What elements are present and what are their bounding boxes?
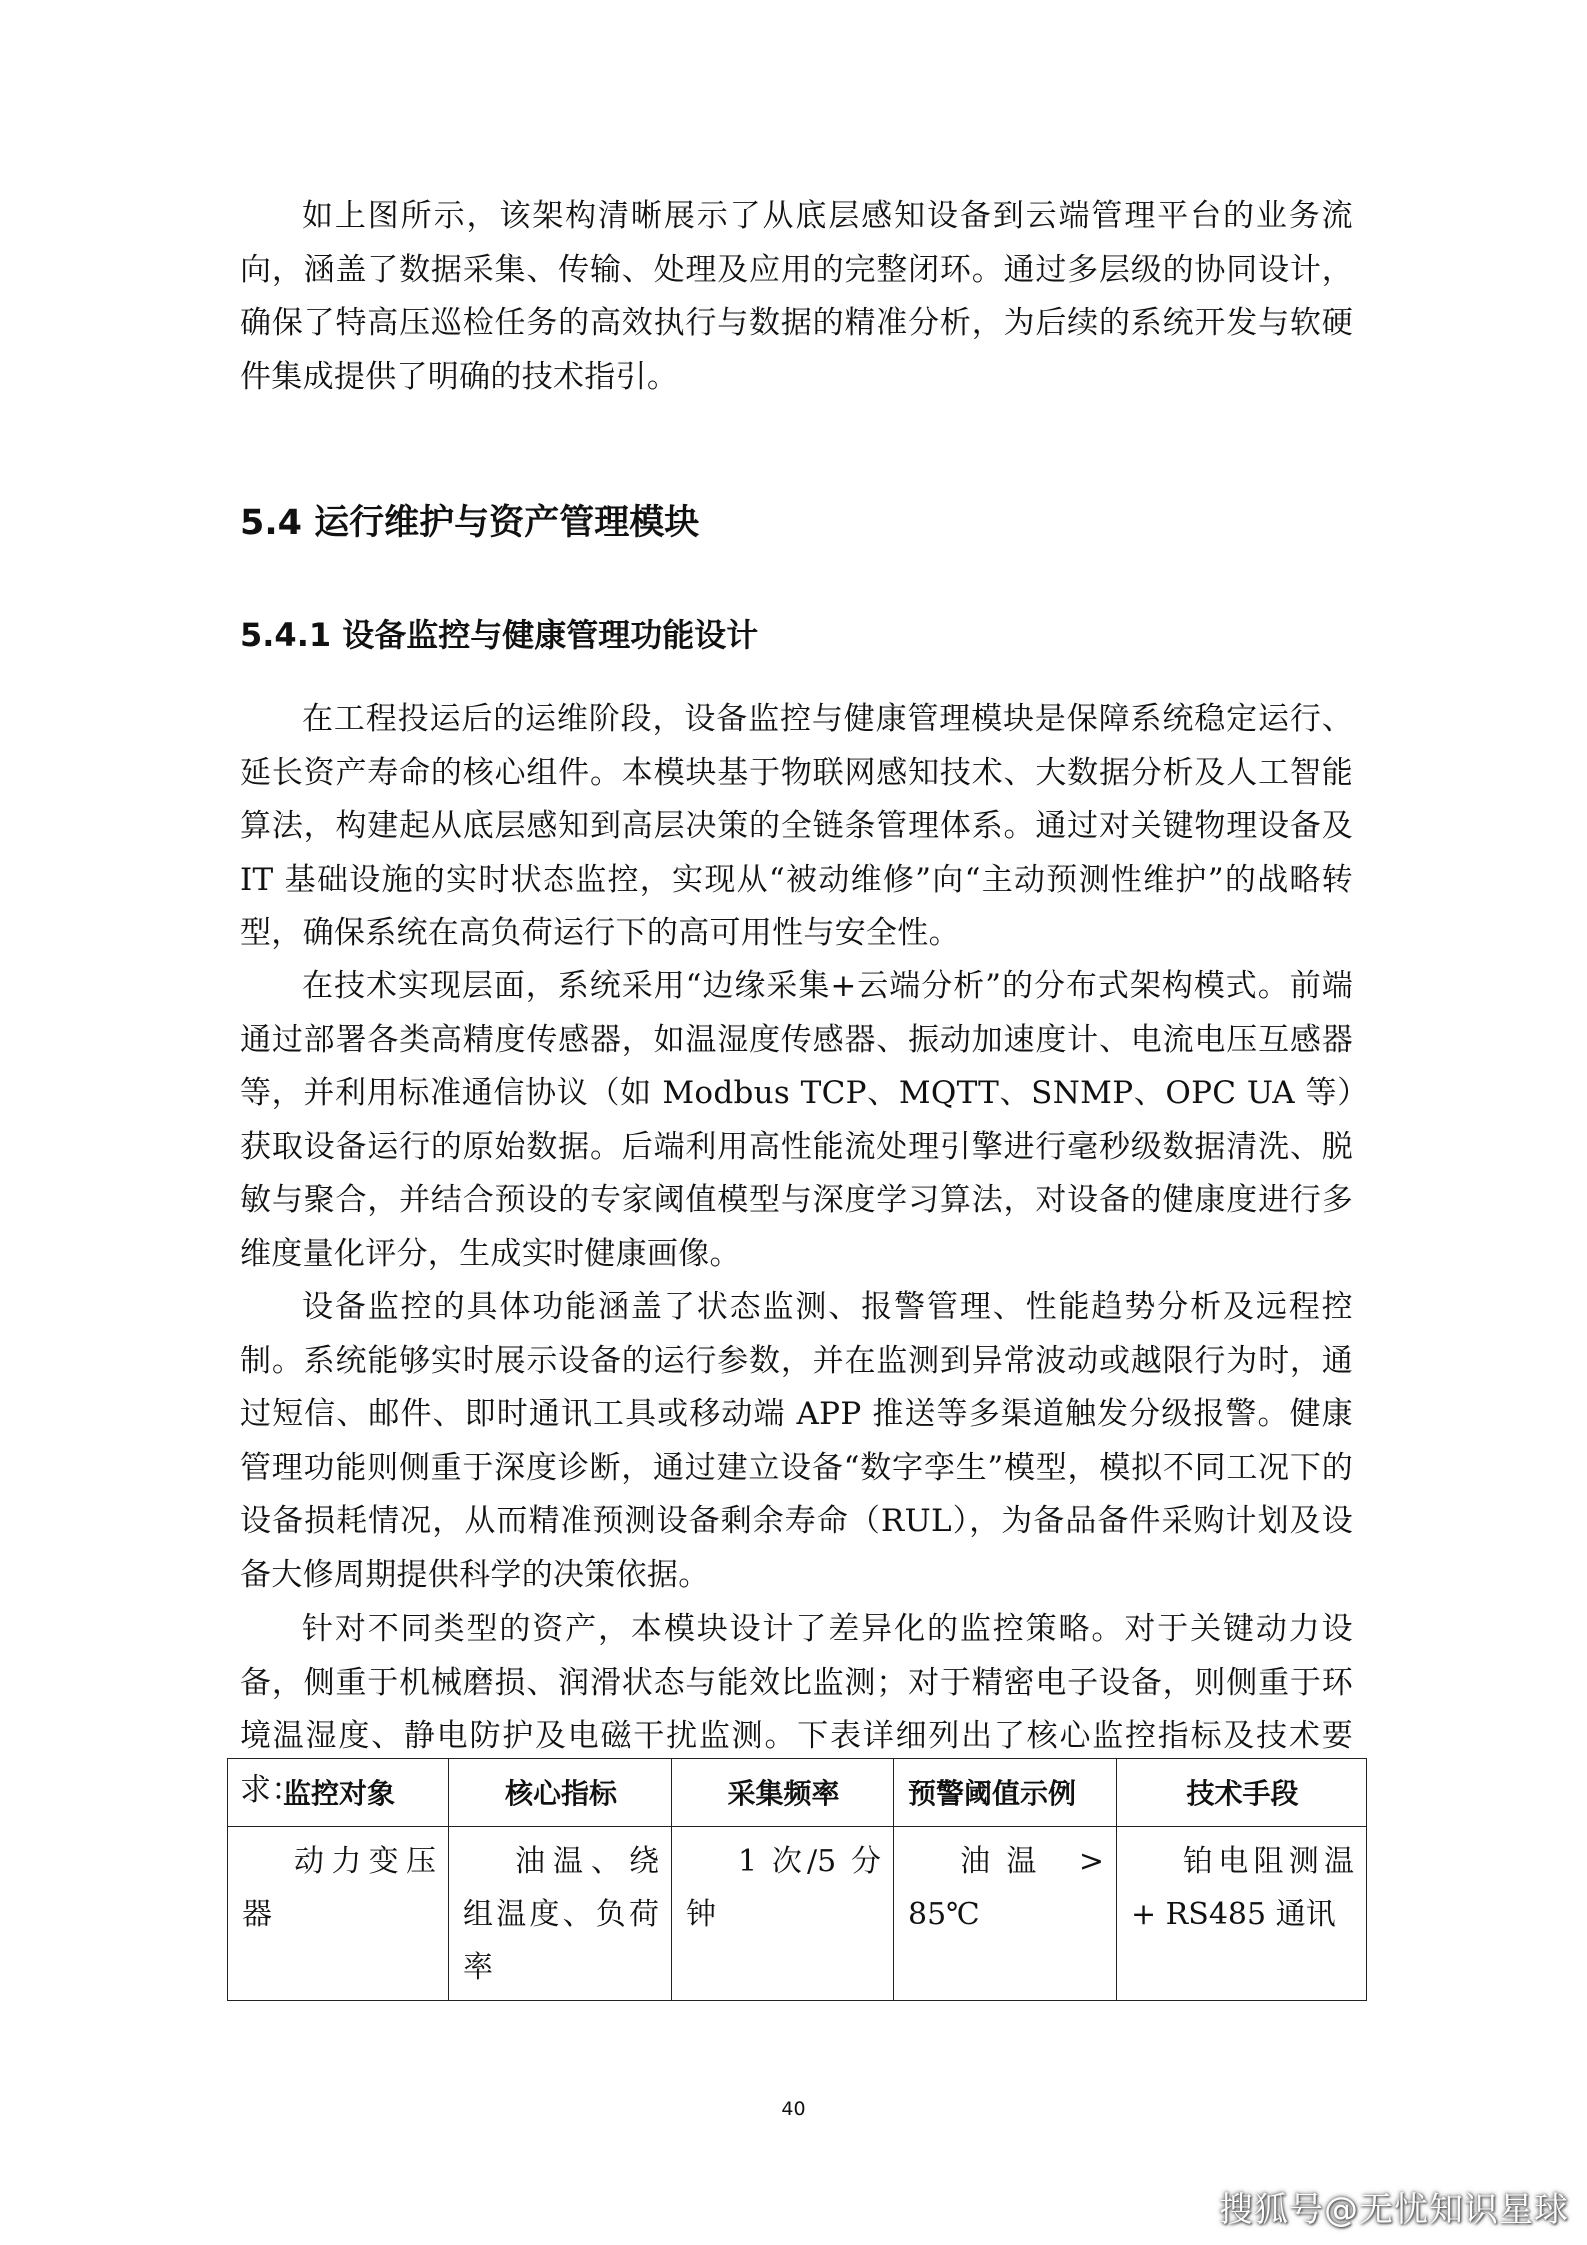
watermark-text: 搜狐号@无忧知识星球 xyxy=(1219,2190,1569,2230)
table-row xyxy=(228,1827,1367,2001)
body-paragraph-2: 在技术实现层面，系统采用“边缘采集+云端分析”的分布式架构模式。前端通过部署各类高精度传感器，如温湿度传感器、振动加速度计、电流电压互感器等，并利用标准通信协议（如 Modbus TCP、MQTT、SNMP、OPC UA 等）获取设备运行的原始数据。后端利用高性能流处理引擎进行毫秒级数据清洗、脱敏与聚合，并结合预设的专家阈值模型与深度学习算法，对设备的健康度进行多维度量化评分，生成实时健康画像。 xyxy=(240,968,1353,1272)
cell-monitor-object: 动力变压器 xyxy=(228,1827,449,2001)
section-heading: 5.4 运行维护与资产管理模块 xyxy=(240,503,700,543)
table-header-row xyxy=(228,1759,1367,1827)
body-paragraph-4: 针对不同类型的资产，本模块设计了差异化的监控策略。对于关键动力设备，侧重于机械磨损、润滑状态与能效比监测；对于精密电子设备，则侧重于环境温湿度、静电防护及电磁干扰监测。下表详细列出了核心监控指标及技术要求： xyxy=(240,1611,1353,1808)
header-technical-means: 技术手段 xyxy=(1117,1759,1367,1827)
header-sampling-frequency: 采集频率 xyxy=(672,1759,894,1827)
cell-sampling-frequency: 1 次/5 分钟 xyxy=(672,1827,894,2001)
cell-alarm-threshold: 油温 > 85℃ xyxy=(894,1827,1117,2001)
header-monitor-object: 监控对象 xyxy=(228,1759,449,1827)
cell-core-indicator: 油温、绕组温度、负荷率 xyxy=(449,1827,672,2001)
cell-technical-means: 铂电阻测温 + RS485 通讯 xyxy=(1117,1827,1367,2001)
intro-paragraph: 如上图所示，该架构清晰展示了从底层感知设备到云端管理平台的业务流向，涵盖了数据采集、传输、处理及应用的完整闭环。通过多层级的协同设计，确保了特高压巡检任务的高效执行与数据的精准分析，为后续的系统开发与软硬件集成提供了明确的技术指引。 xyxy=(240,198,1353,395)
header-core-indicator: 核心指标 xyxy=(449,1759,672,1827)
page-number: 40 xyxy=(781,2098,806,2120)
subsection-heading: 5.4.1 设备监控与健康管理功能设计 xyxy=(240,616,759,654)
body-paragraph-1: 在工程投运后的运维阶段，设备监控与健康管理模块是保障系统稳定运行、延长资产寿命的核心组件。本模块基于物联网感知技术、大数据分析及人工智能算法，构建起从底层感知到高层决策的全链条管理体系。通过对关键物理设备及 IT 基础设施的实时状态监控，实现从“被动维修”向“主动预测性维护”的战略转型，确保系统在高负荷运行下的高可用性与安全性。 xyxy=(240,701,1353,951)
monitoring-spec-table xyxy=(227,1758,1367,2001)
body-paragraph-3: 设备监控的具体功能涵盖了状态监测、报警管理、性能趋势分析及远程控制。系统能够实时展示设备的运行参数，并在监测到异常波动或越限行为时，通过短信、邮件、即时通讯工具或移动端 APP 推送等多渠道触发分级报警。健康管理功能则侧重于深度诊断，通过建立设备“数字孪生”模型，模拟不同工况下的设备损耗情况，从而精准预测设备剩余寿命（RUL），为备品备件采购计划及设备大修周期提供科学的决策依据。 xyxy=(240,1289,1353,1593)
header-alarm-threshold: 预警阈值示例 xyxy=(894,1759,1117,1827)
